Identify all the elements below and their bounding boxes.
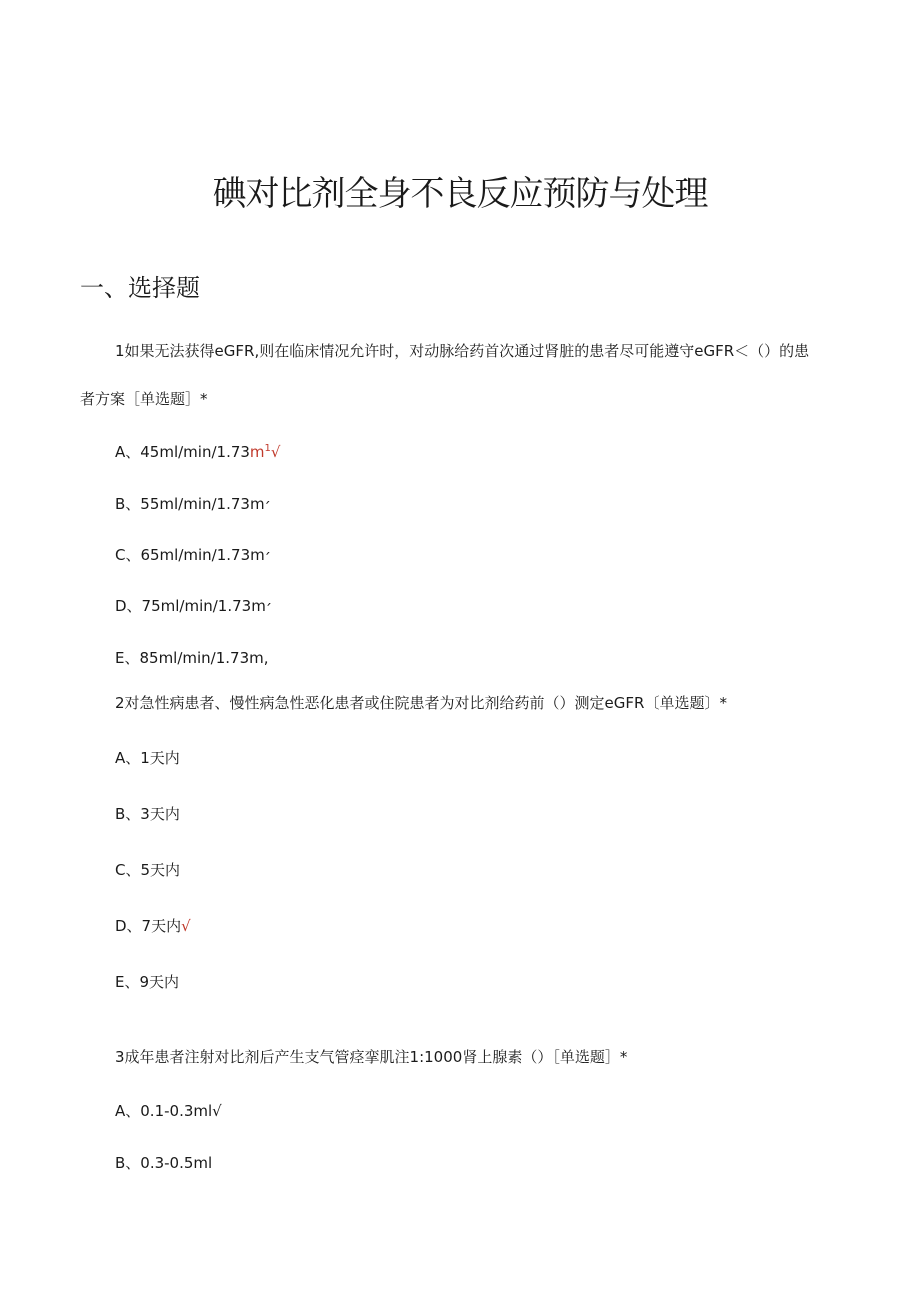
question-1-option-c: C、65ml∕min∕1.73m׳ xyxy=(115,546,271,564)
question-2-option-b: B、3天内 xyxy=(115,805,180,823)
answer-mark-superscript: 1 xyxy=(264,443,271,454)
question-1-text-line2: 者方案［单选题］* xyxy=(80,390,208,408)
question-3-text: 3成年患者注射对比剂后产生支气管痉挛肌注1:1000肾上腺素（）［单选题］* xyxy=(115,1048,628,1066)
question-3-option-a: A、0.1-0.3ml√ xyxy=(115,1102,222,1120)
question-1-option-e: E、85ml∕min∕1.73m, xyxy=(115,649,269,667)
question-2-text: 2对急性病患者、慢性病急性恶化患者或住院患者为对比剂给药前（）测定eGFR〔单选题〕* xyxy=(115,694,727,712)
section-heading: 一、选择题 xyxy=(80,274,200,302)
option-label: D、7天内 xyxy=(115,917,182,935)
question-3-option-b: B、0.3-0.5ml xyxy=(115,1154,213,1172)
question-1-option-a xyxy=(115,441,280,462)
question-2-option-c: C、5天内 xyxy=(115,861,181,879)
correct-answer-check-icon: √ xyxy=(181,917,191,935)
question-2-option-e: E、9天内 xyxy=(115,973,180,991)
question-1-option-d: D、75ml∕min∕1.73m׳ xyxy=(115,597,273,615)
question-1-text-line1: 1如果无法获得eGFR,则在临床情况允许时，对动脉给药首次通过肾脏的患者尽可能遵守eGFR＜（）的患 xyxy=(115,342,810,360)
option-label: A、45ml∕min∕1.73 xyxy=(115,443,250,461)
correct-answer-check-icon: √ xyxy=(270,443,281,461)
question-2-option-a: A、1天内 xyxy=(115,749,180,767)
question-2-option-d xyxy=(115,915,191,936)
document-title: 碘对比剂全身不良反应预防与处理 xyxy=(212,174,708,214)
question-1-option-b: B、55ml∕min∕1.73m׳ xyxy=(115,495,271,513)
answer-mark-text: m xyxy=(249,443,265,461)
